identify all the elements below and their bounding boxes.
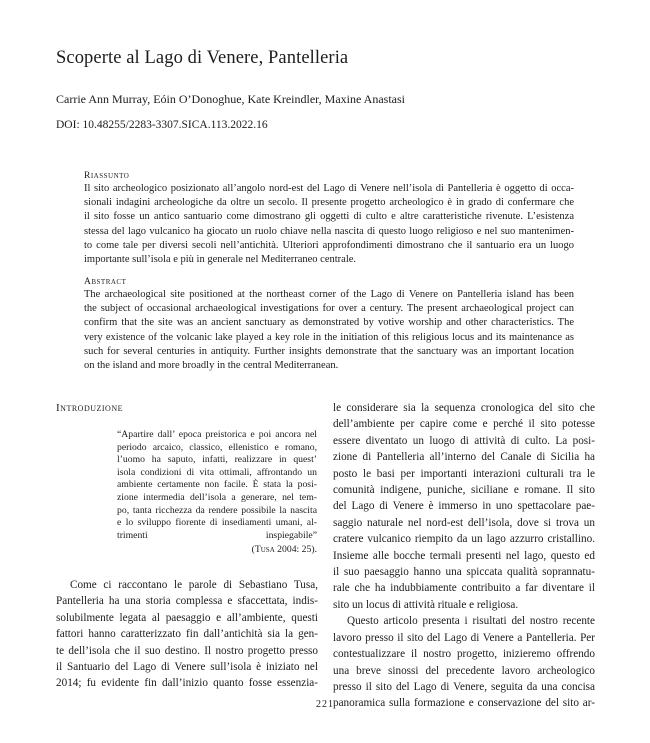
article-authors: Carrie Ann Murray, Eóin O’Donoghue, Kate Kreindler, Maxine Anastasi xyxy=(56,92,405,106)
quote-line: “Apartire dall’ epoca preistorica e poi ancora nel xyxy=(117,429,317,440)
riassunto-heading: Riassunto xyxy=(84,171,130,181)
body-line: il Santuario del Lago di Venere sull’isola è iniziato nel xyxy=(56,660,318,673)
body-line: cratere vulcanico riempito da un lago azzurro cristallino. xyxy=(333,533,595,546)
epigraph-quote xyxy=(117,429,317,557)
body-line: rale che ha indubbiamente contribuito a far diventare il xyxy=(333,582,595,595)
quote-line: po, tanta ricchezza da rendere possibile la nascita xyxy=(117,504,317,516)
quote-line: zione intermedia dell’isola a generare, nel tem- xyxy=(117,491,317,503)
riassunto-body xyxy=(84,182,574,267)
body-line: essere diventato un luogo di attività di culto. La posi- xyxy=(333,434,595,447)
body-line: solubilmente legata al paesaggio e all’ambiente, questi xyxy=(56,611,318,624)
section-heading-introduzione: Introduzione xyxy=(56,402,123,414)
left-column xyxy=(56,400,318,692)
quote-line: ambiente certamente non facile. È stata la posi- xyxy=(117,479,317,491)
body-line: Insieme alle bocche termali presenti nel lago, questo ed xyxy=(333,549,595,562)
body-line: Come ci raccontano le parole di Sebastiano Tusa, xyxy=(70,578,318,591)
article-doi: DOI: 10.48255/2283-3307.SICA.113.2022.16 xyxy=(56,119,268,131)
body-line: sito un locus di attività rituale e religiosa. xyxy=(333,598,519,611)
body-line: del Lago di Venere è immerso in uno spettacolare pae- xyxy=(333,500,595,513)
body-line: il suo paesaggio hanno una spiccata qualità soprannatu- xyxy=(333,566,595,579)
body-line: panoramica sulla formazione e conservazione del sito ar- xyxy=(333,697,595,710)
body-line: contestualizzare il nostro progetto, inizieremo offrendo xyxy=(333,648,595,661)
abstract-body xyxy=(84,288,574,373)
body-line: zione di Pantelleria all’interno del Canale di Sicilia ha xyxy=(333,451,595,464)
body-line: posto le basi per importanti interazioni culturali tra le xyxy=(333,467,595,480)
body-line: dell’ambiente per capire come e perché il sito potesse xyxy=(333,418,595,431)
abstract-line: confirm that the site was an ancient sanctuary as demonstrated by votive worship and other characteristics. The xyxy=(84,317,574,329)
riassunto-line: sionali indagini archeologiche da oltre un secolo. Il presente progetto archeologico è in grado di confermare che xyxy=(84,197,574,209)
quote-line: l’uomo ha saputo, infatti, realizzare in quest’ xyxy=(117,454,317,466)
right-column xyxy=(333,400,595,712)
abstract-line: such for several centuries in antiquity. Further insights demonstrate that the sanctuary was an important location xyxy=(84,345,574,357)
citation-rest: 2004: 25). xyxy=(274,544,317,556)
intro-paragraph-1 xyxy=(56,577,318,692)
body-line: Pantelleria ha una storia complessa e sfaccettata, indis- xyxy=(56,595,318,608)
abstract-line: the subject of occasional archaeological investigations for over a century. The present archaeological project can xyxy=(84,303,574,315)
body-line: 2014; fu evidente fin dall’inizio quanto fosse essenzia- xyxy=(56,677,318,690)
abstract-line: The archaeological site positioned at the northeast corner of the Lago di Venere on Pantelleria island has been xyxy=(84,289,574,300)
abstract-line: on the island and more broadly in the central Mediterranean. xyxy=(84,360,339,372)
page-number: 221 xyxy=(316,699,334,710)
intro-paragraph-2 xyxy=(333,613,595,711)
riassunto-line: to come tale per diversi secoli nell’antichità. Ulteriori approfondimenti dimostrano che il santuario era un luogo xyxy=(84,239,574,251)
citation-open: ( xyxy=(251,544,255,556)
body-line: te dell’isola che il suo destino. Il nostro progetto presso xyxy=(56,644,318,657)
abstract-line: very existence of the volcanic lake played a key role in the initiation of this religious locus and its maintenance as xyxy=(84,331,574,343)
quote-line: periodo arcaico, classico, ellenistico e romano, xyxy=(117,441,317,453)
riassunto-line: stessa del lago vulcanico ha giocato un ruolo chiave nella nascita di questo luogo religioso e nel suo mantenimen- xyxy=(84,225,574,237)
article-title: Scoperte al Lago di Venere, Pantelleria xyxy=(56,48,349,68)
body-line: una breve sinossi del precedente lavoro archeologico xyxy=(333,664,595,677)
quote-line: e lo sviluppo fiorente di insediamenti umani, al- xyxy=(117,517,317,529)
riassunto-line: Il sito archeologico posizionato all’angolo nord-est del Lago di Venere nell’isola di Pantelleria è oggetto di occa- xyxy=(84,183,574,194)
body-line: fattori hanno caratterizzato fin dall’antichità sia la gen- xyxy=(56,628,318,641)
riassunto-line: il sito fosse un antico santuario come dimostrano gli oggetti di culto e altre caratteristiche rivenute. L’esistenza xyxy=(84,211,574,223)
body-line: lavoro presso il sito del Lago di Venere a Pantelleria. Per xyxy=(333,631,595,644)
quote-line: trimenti inspiegabile” xyxy=(117,529,317,541)
body-line: saggio naturale nel nord-est dell’isola, dove si trova un xyxy=(333,516,595,529)
body-line: Questo articolo presenta i risultati del nostro recente xyxy=(347,615,595,628)
citation-author: Tusa xyxy=(254,544,275,556)
body-line: presso il sito del Lago di Venere, seguita da una concisa xyxy=(333,680,595,693)
quote-citation xyxy=(117,544,317,557)
body-line: comunità indigene, puniche, siciliane e romane. Il sito xyxy=(333,484,595,497)
riassunto-line: importante sull’isola e più in generale nel Mediterraneo centrale. xyxy=(84,254,357,266)
body-line: le considerare sia la sequenza cronologica del sito che xyxy=(333,402,595,414)
quote-line: isola condizioni di vita ottimali, affrontando un xyxy=(117,466,317,478)
abstract-heading: Abstract xyxy=(84,277,127,287)
intro-paragraph-1-continued xyxy=(333,400,595,613)
abstract-block xyxy=(84,276,574,373)
riassunto-block xyxy=(84,170,574,267)
